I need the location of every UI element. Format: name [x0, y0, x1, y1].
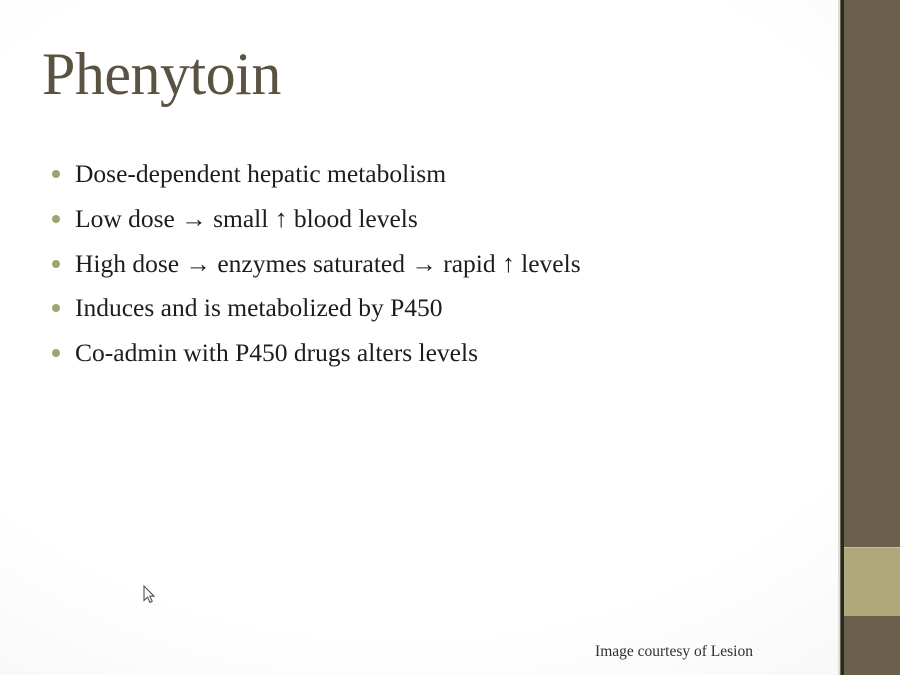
bullet-text: Low dose → small ↑ blood levels	[75, 203, 418, 233]
sidebar-accent-band	[844, 547, 900, 616]
bullet-text: Induces and is metabolized by P450	[75, 293, 443, 323]
bullet-item	[52, 197, 581, 242]
bullet-item	[52, 152, 581, 197]
slide-title: Phenytoin	[42, 41, 281, 107]
bullet-item	[52, 331, 581, 376]
bullet-dot-icon	[52, 304, 60, 312]
theme-sidebar	[844, 0, 900, 675]
bullet-item	[52, 286, 581, 331]
bullet-list	[52, 152, 581, 376]
bullet-item	[52, 242, 581, 287]
mouse-cursor-icon	[142, 585, 155, 604]
bullet-text: High dose → enzymes saturated → rapid ↑ levels	[75, 248, 581, 278]
bullet-dot-icon	[52, 349, 60, 357]
bullet-text: Co-admin with P450 drugs alters levels	[75, 338, 478, 368]
image-credit-text: Image courtesy of Lesion	[595, 643, 753, 660]
bullet-dot-icon	[52, 215, 60, 223]
bullet-dot-icon	[52, 260, 60, 268]
bullet-text: Dose-dependent hepatic metabolism	[75, 159, 447, 188]
bullet-dot-icon	[52, 170, 60, 178]
